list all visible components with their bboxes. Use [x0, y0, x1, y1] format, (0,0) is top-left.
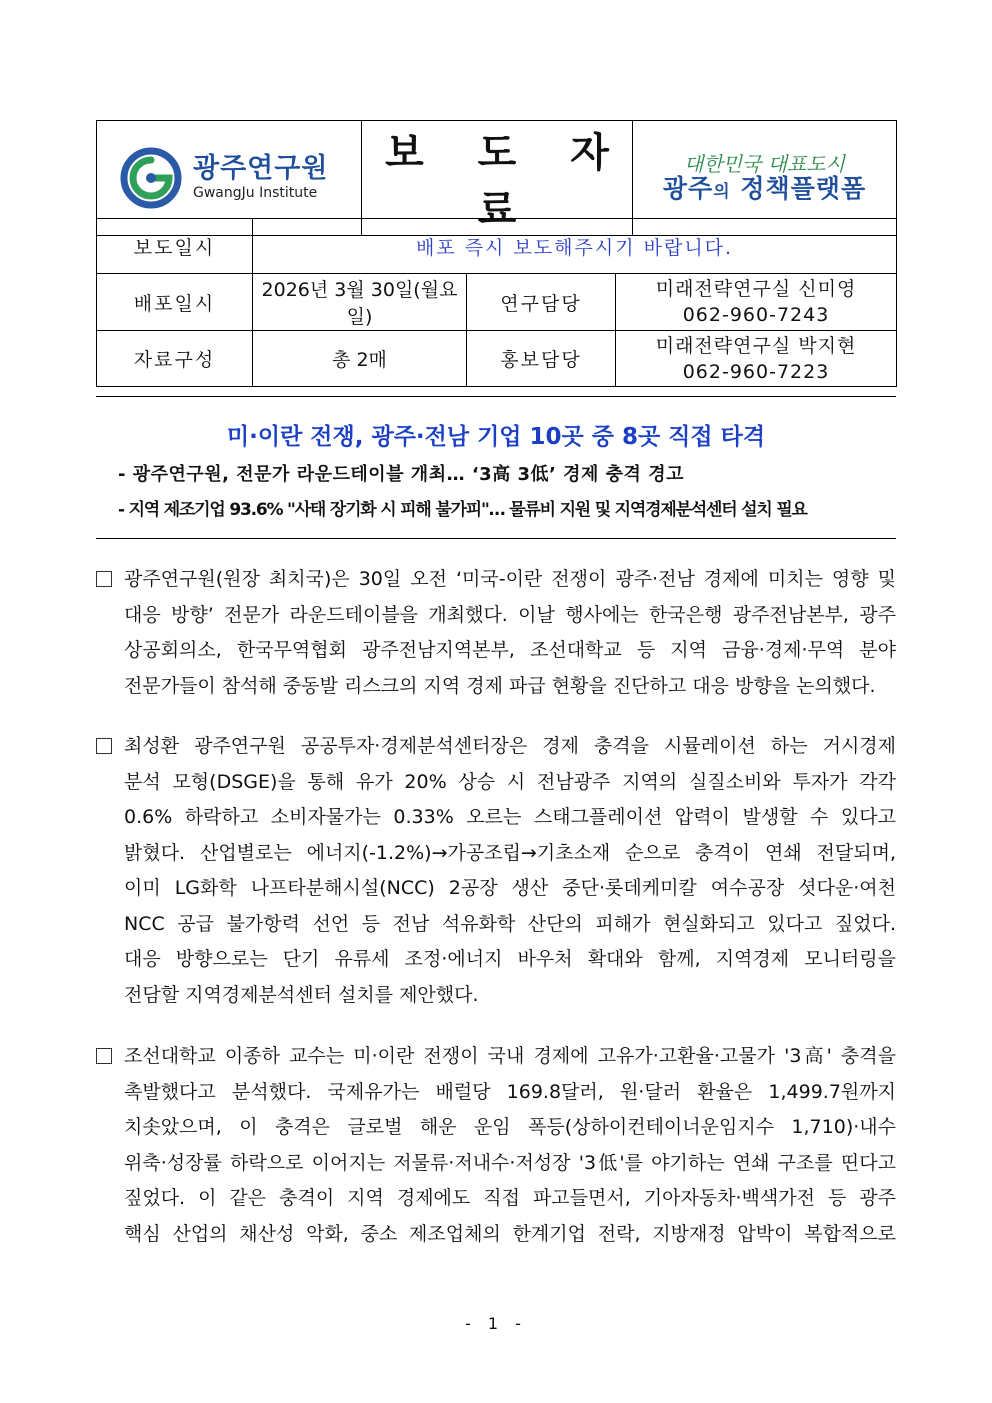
research-contact-phone: 062-960-7243: [682, 304, 830, 326]
subhead-1: - 광주연구원, 전문가 라운드테이블 개최… ‘3高 3低’ 경제 충격 경고: [118, 464, 684, 485]
institute-logo-icon: [119, 146, 183, 210]
paragraph-line: 이미 LG화학 나프타분해시설(NCC) 2공장 생산 중단·롯데케미칼 여수공장 셧다운·여천: [124, 877, 896, 899]
paragraph-line: 0.6% 하락하고 소비자물가는 0.33% 오르는 스태그플레이션 압력이 발생할 수 있다고: [124, 806, 896, 828]
paragraph-line: 치솟았으며, 이 충격은 글로벌 해운 운임 폭등(상하이컨테이너운임지수 1,710)·내수: [124, 1116, 896, 1138]
pr-contact: [616, 331, 897, 387]
divider-top: [96, 396, 896, 397]
slogan-top: 대한민국 대표도시: [684, 152, 845, 177]
paragraph-line: 최성환 광주연구원 공공투자·경제분석센터장은 경제 충격을 시뮬레이션 하는 거시경제: [124, 735, 896, 757]
slogan-city: 광주: [662, 174, 714, 204]
paragraph-1: [96, 562, 896, 704]
paragraph-line: 대응 방향으로는 단기 유류세 조정·에너지 바우처 확대와 함께, 지역경제 모니터링을: [124, 948, 896, 970]
logo-name-ko: 광주연구원: [193, 153, 329, 184]
doc-title: 보 도 자 료: [362, 121, 633, 236]
research-contact-name: 미래전략연구실 신미영: [655, 278, 857, 300]
paragraph-line: 대응 방향’ 전문가 라운드테이블을 개최했다. 이날 행사에는 한국은행 광주전남본부, 광주: [124, 603, 896, 626]
material-value: 총 2매: [253, 331, 467, 387]
paragraph-line: 분석 모형(DSGE)을 통해 유가 20% 상승 시 전남광주 지역의 실질소비와 투자가 각각: [124, 770, 896, 793]
headline: 미·이란 전쟁, 광주·전남 기업 10곳 중 8곳 직접 타격: [226, 424, 766, 450]
checkbox-bullet-icon: [96, 1048, 112, 1064]
dist-label: 배포일시: [97, 274, 253, 331]
paragraph-2: [96, 729, 896, 1013]
paragraph-line: 밝혔다. 산업별로는 에너지(-1.2%)→가공조립→기초소재 순으로 충격이 연쇄 전달되며,: [124, 841, 896, 864]
pr-label: 홍보담당: [467, 331, 616, 387]
paragraph-line: 상공회의소, 한국무역협회 광주전남지역본부, 조선대학교 등 지역 금융·경제·무역 분야: [124, 639, 896, 661]
slogan: [633, 153, 896, 203]
paragraph-line: 촉발했다고 분석했다. 국제유가는 배럴당 169.8달러, 원·달러 환율은 1,499.7원까지: [124, 1080, 896, 1103]
page-number: - 1 -: [465, 1314, 527, 1333]
paragraph-line: NCC 공급 불가항력 선언 등 전남 석유화학 산단의 피해가 현실화되고 있다고 짚었다.: [124, 912, 896, 935]
paragraph-line: 핵심 산업의 채산성 악화, 중소 제조업체의 한계기업 전락, 지방재정 압박이 복합적으로: [124, 1222, 896, 1245]
paragraph-line: 전문가들이 참석해 중동발 리스크의 지역 경제 파급 현황을 진단하고 대응 방향을 논의했다.: [124, 674, 876, 697]
slogan-main: [633, 175, 896, 203]
info-table: [96, 218, 897, 387]
pr-contact-phone: 062-960-7223: [682, 360, 830, 383]
checkbox-bullet-icon: [96, 571, 112, 587]
paragraph-line: 전담할 지역경제분석센터 설치를 제안했다.: [124, 983, 479, 1006]
paragraph-3: [96, 1039, 896, 1252]
release-label: 보도일시: [97, 219, 253, 274]
paragraph-line: 광주연구원(원장 최치국)은 30일 오전 ‘미국-이란 전쟁이 광주·전남 경제에 미치는 영향 및: [124, 568, 896, 590]
research-label: 연구담당: [467, 274, 616, 331]
material-label: 자료구성: [97, 331, 253, 387]
release-value: 배포 즉시 보도해주시기 바랍니다.: [253, 219, 897, 274]
paragraph-line: 조선대학교 이종하 교수는 미·이란 전쟁이 국내 경제에 고유가·고환율·고물가 '3高' 충격을: [124, 1045, 896, 1067]
slogan-particle: 의: [713, 182, 731, 203]
paragraph-line: 짚었다. 이 같은 충격이 지역 경제에도 직접 파고들면서, 기아자동차·백색가전 등 광주: [124, 1187, 896, 1209]
dist-value: 2026년 3월 30일(월요일): [253, 274, 467, 331]
divider-bottom: [96, 538, 896, 539]
research-contact: [616, 274, 897, 331]
paragraph-line: 위축·성장률 하락으로 이어지는 저물류·저내수·저성장 '3低'를 야기하는 연쇄 구조를 띤다고: [124, 1151, 896, 1174]
institute-logo: [97, 146, 361, 210]
logo-name-en: GwangJu Institute: [193, 185, 318, 201]
checkbox-bullet-icon: [96, 738, 112, 754]
pr-contact-name: 미래전략연구실 박지현: [655, 334, 857, 357]
slogan-rest: 정책플랫폼: [730, 174, 867, 204]
subhead-2: - 지역 제조기업 93.6% "사태 장기화 시 피해 불가피"… 물류비 지원 및 지역경제분석센터 설치 필요: [118, 500, 807, 520]
